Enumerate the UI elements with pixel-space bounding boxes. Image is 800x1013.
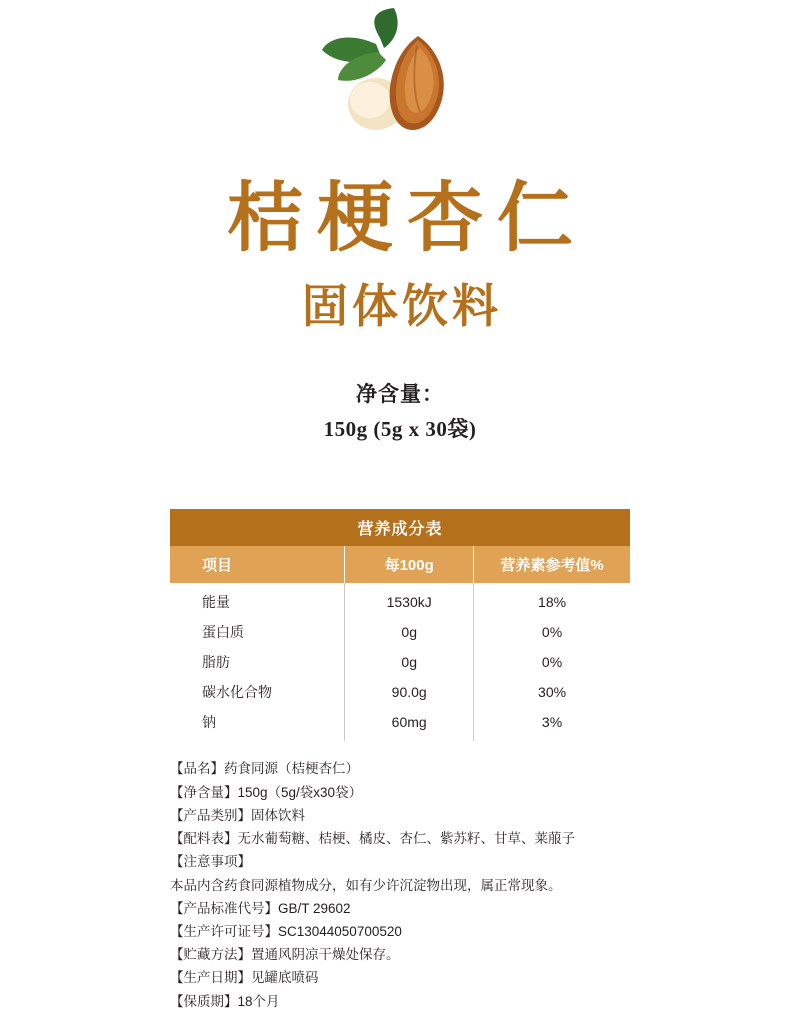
page-subtitle: 固体饮料 <box>302 279 502 332</box>
nutrition-cell-per100: 0g <box>345 647 474 677</box>
page-title: 桔梗杏仁 <box>227 177 587 261</box>
info-line-storage: 【贮藏方法】置通风阴凉干燥处保存。 <box>170 947 400 963</box>
hero-illustration <box>0 0 800 160</box>
table-row <box>170 647 630 677</box>
nutrition-cell-nrv: 0% <box>541 624 563 641</box>
nutrition-header-per100: 每100g <box>345 546 474 583</box>
nutrition-header-nrv: 营养素参考值% <box>474 546 630 583</box>
info-line-notice-label: 【注意事项】 <box>170 854 251 870</box>
table-row <box>170 583 630 617</box>
info-line-name: 【品名】药食同源（桔梗杏仁） <box>170 761 359 777</box>
info-line-ingredients: 【配料表】无水葡萄糖、桔梗、橘皮、杏仁、紫苏籽、甘草、莱菔子 <box>170 831 575 847</box>
nutrition-cell-nrv: 0% <box>541 654 563 671</box>
info-line-category: 【产品类别】固体饮料 <box>170 807 305 823</box>
info-line-net-content: 【净含量】150g（5g/袋x30袋） <box>170 784 363 800</box>
table-row <box>170 677 630 707</box>
info-line-shelf-life: 【保质期】18个月 <box>170 993 280 1009</box>
net-content-label: 净含量： <box>356 382 444 407</box>
nutrition-cell-item: 碳水化合物 <box>170 677 345 707</box>
nutrition-cell-item: 能量 <box>170 583 345 617</box>
nutrition-cell-item: 蛋白质 <box>170 617 345 647</box>
nutrition-table <box>170 509 630 741</box>
almond-leaf-icon <box>310 8 490 148</box>
product-info-list <box>170 757 630 1012</box>
info-line-production-date: 【生产日期】见罐底喷码 <box>170 970 319 986</box>
nutrition-table-body <box>170 583 630 741</box>
info-line-license-number: 【生产许可证号】SC13044050700520 <box>170 924 402 940</box>
info-line-notice-text: 本品内含药食同源植物成分，如有少许沉淀物出现，属正常现象。 <box>170 877 562 893</box>
nutrition-cell-per100: 90.0g <box>345 677 474 707</box>
nutrition-cell-per100: 60mg <box>345 707 474 741</box>
net-content-block <box>0 378 800 443</box>
nutrition-cell-item: 钠 <box>170 707 345 741</box>
nutrition-cell-nrv: 3% <box>541 714 563 731</box>
nutrition-table-caption: 营养成分表 <box>170 509 630 546</box>
nutrition-header-item: 项目 <box>170 546 345 583</box>
net-content-value: 150g (5g x 30袋) <box>323 417 477 442</box>
nutrition-cell-per100: 1530kJ <box>345 583 474 617</box>
nutrition-cell-item: 脂肪 <box>170 647 345 677</box>
table-row <box>170 707 630 741</box>
nutrition-cell-nrv: 18% <box>538 594 567 611</box>
nutrition-cell-nrv: 30% <box>538 684 567 701</box>
nutrition-cell-per100: 0g <box>345 617 474 647</box>
info-line-standard-code: 【产品标准代号】GB/T 29602 <box>170 900 351 916</box>
table-row <box>170 617 630 647</box>
